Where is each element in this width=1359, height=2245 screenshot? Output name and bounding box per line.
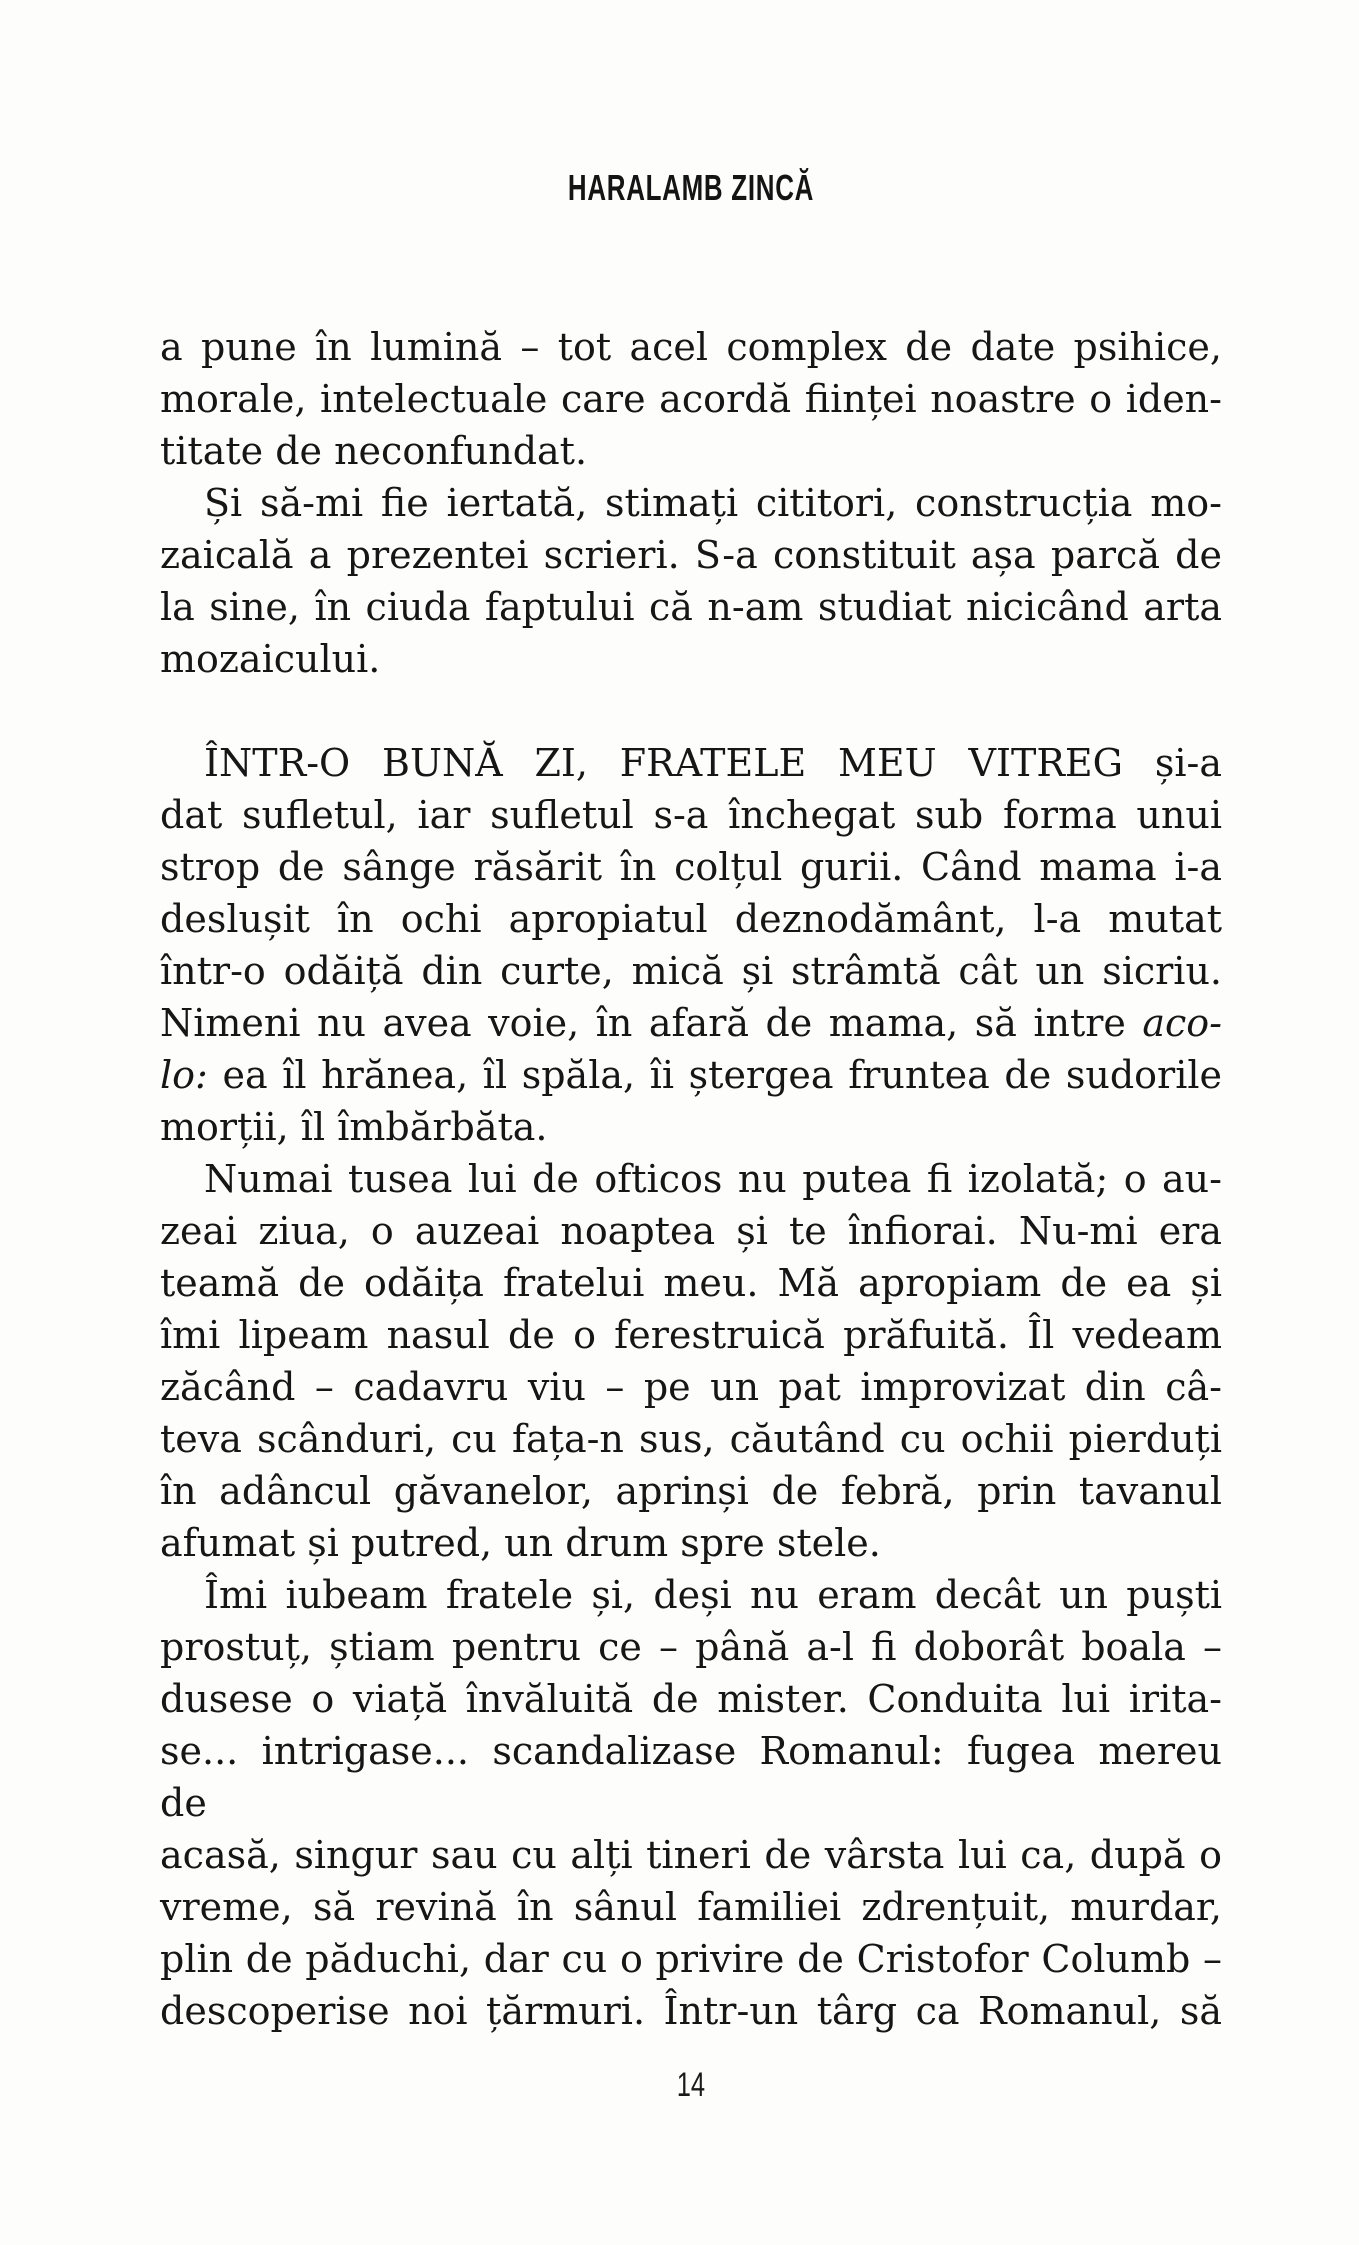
text-line [160, 997, 1222, 1049]
text-line [160, 789, 1222, 841]
text-segment: teamă de odăița fratelui meu. Mă apropiam de ea și [160, 1261, 1222, 1305]
text-line [160, 1257, 1222, 1309]
text-segment: în adâncul găvanelor, aprinși de febră, prin tavanul [160, 1469, 1222, 1513]
text-segment: se... intrigase... scandalizase Romanul: fugea mereu de [160, 1729, 1222, 1825]
text-segment: Nimeni nu avea voie, în afară de mama, să intre [160, 1001, 1143, 1045]
text-line [160, 1673, 1222, 1725]
text-line [160, 1985, 1222, 2037]
text-line [160, 1153, 1222, 1205]
text-line [160, 1049, 1222, 1101]
text-line [160, 1829, 1222, 1881]
text-segment: Îmi iubeam fratele și, deși nu eram decât un puști [204, 1573, 1222, 1617]
text-segment: strop de sânge răsărit în colțul gurii. Când mama i-a [160, 845, 1222, 889]
text-segment: teva scânduri, cu fața-n sus, căutând cu ochii pierduți [160, 1417, 1222, 1461]
text-segment: mozaicului. [160, 637, 381, 681]
text-line [160, 321, 1222, 373]
text-segment: ÎNTR-O BUNĂ ZI, FRATELE MEU VITREG și-a [204, 741, 1222, 785]
text-line [160, 1101, 1222, 1153]
paragraph [160, 1153, 1222, 1569]
text-segment: titate de neconfundat. [160, 429, 588, 473]
text-segment: afumat și putred, un drum spre stele. [160, 1521, 881, 1565]
text-segment: morale, intelectuale care acordă ființei noastre o iden- [160, 377, 1222, 421]
text-segment: Numai tusea lui de ofticos nu putea fi izolată; o au- [204, 1157, 1222, 1201]
text-line [160, 477, 1222, 529]
text-line [160, 841, 1222, 893]
text-line [160, 1725, 1222, 1829]
paragraph [160, 737, 1222, 1153]
text-segment: a pune în lumină – tot acel complex de date psihice, [160, 325, 1222, 369]
text-line [160, 1465, 1222, 1517]
text-segment: ea îl hrănea, îl spăla, îi ștergea fruntea de sudorile [207, 1053, 1222, 1097]
text-line [160, 893, 1222, 945]
text-segment: vreme, să revină în sânul familiei zdrențuit, murdar, [160, 1885, 1222, 1929]
text-block [160, 321, 1222, 2037]
text-segment: zeai ziua, o auzeai noaptea și te înfiorai. Nu-mi era [160, 1209, 1222, 1253]
text-segment: morții, îl îmbărbăta. [160, 1105, 548, 1149]
author-name: HARALAMB ZINCĂ [567, 167, 815, 208]
text-segment: Și să-mi fie iertată, stimați cititori, construcția mo- [204, 481, 1222, 525]
text-line [160, 529, 1222, 581]
text-line [160, 1309, 1222, 1361]
text-line [160, 373, 1222, 425]
text-segment: la sine, în ciuda faptului că n-am studiat nicicând arta [160, 585, 1222, 629]
paragraph [160, 1569, 1222, 2037]
text-segment: zăcând – cadavru viu – pe un pat improvizat din câ- [160, 1365, 1222, 1409]
text-line [160, 633, 1222, 685]
page-number-value: 14 [676, 2066, 706, 2104]
text-segment: acasă, singur sau cu alți tineri de vârsta lui ca, după o [160, 1833, 1222, 1877]
text-segment: deslușit în ochi apropiatul deznodământ, l-a mutat [160, 897, 1222, 941]
text-segment: prostuț, știam pentru ce – până a-l fi doborât boala – [160, 1625, 1222, 1669]
paragraph [160, 477, 1222, 685]
page-number [160, 2068, 1222, 2102]
italic-text-segment: aco- [1142, 1001, 1222, 1045]
running-header [160, 167, 1222, 208]
italic-text-segment: lo: [160, 1053, 208, 1097]
text-line [160, 945, 1222, 997]
text-line [160, 1361, 1222, 1413]
text-line [160, 1621, 1222, 1673]
text-line [160, 581, 1222, 633]
text-segment: zaicală a prezentei scrieri. S-a constituit așa parcă de [160, 533, 1222, 577]
text-line [160, 1569, 1222, 1621]
text-segment: într-o odăiță din curte, mică și strâmtă cât un sicriu. [160, 949, 1222, 993]
text-segment: descoperise noi țărmuri. Într-un târg ca Romanul, să [160, 1989, 1222, 2033]
text-segment: îmi lipeam nasul de o ferestruică prăfuită. Îl vedeam [160, 1313, 1222, 1357]
text-line [160, 1933, 1222, 1985]
text-line [160, 1881, 1222, 1933]
text-line [160, 737, 1222, 789]
paragraph [160, 321, 1222, 477]
text-line [160, 1413, 1222, 1465]
text-segment: dat sufletul, iar sufletul s-a închegat sub forma unui [160, 793, 1222, 837]
text-segment: dusese o viață învăluită de mister. Conduita lui irita- [160, 1677, 1222, 1721]
text-line [160, 1517, 1222, 1569]
text-segment: plin de păduchi, dar cu o privire de Cristofor Columb – [160, 1937, 1222, 1981]
text-line [160, 425, 1222, 477]
text-line [160, 1205, 1222, 1257]
